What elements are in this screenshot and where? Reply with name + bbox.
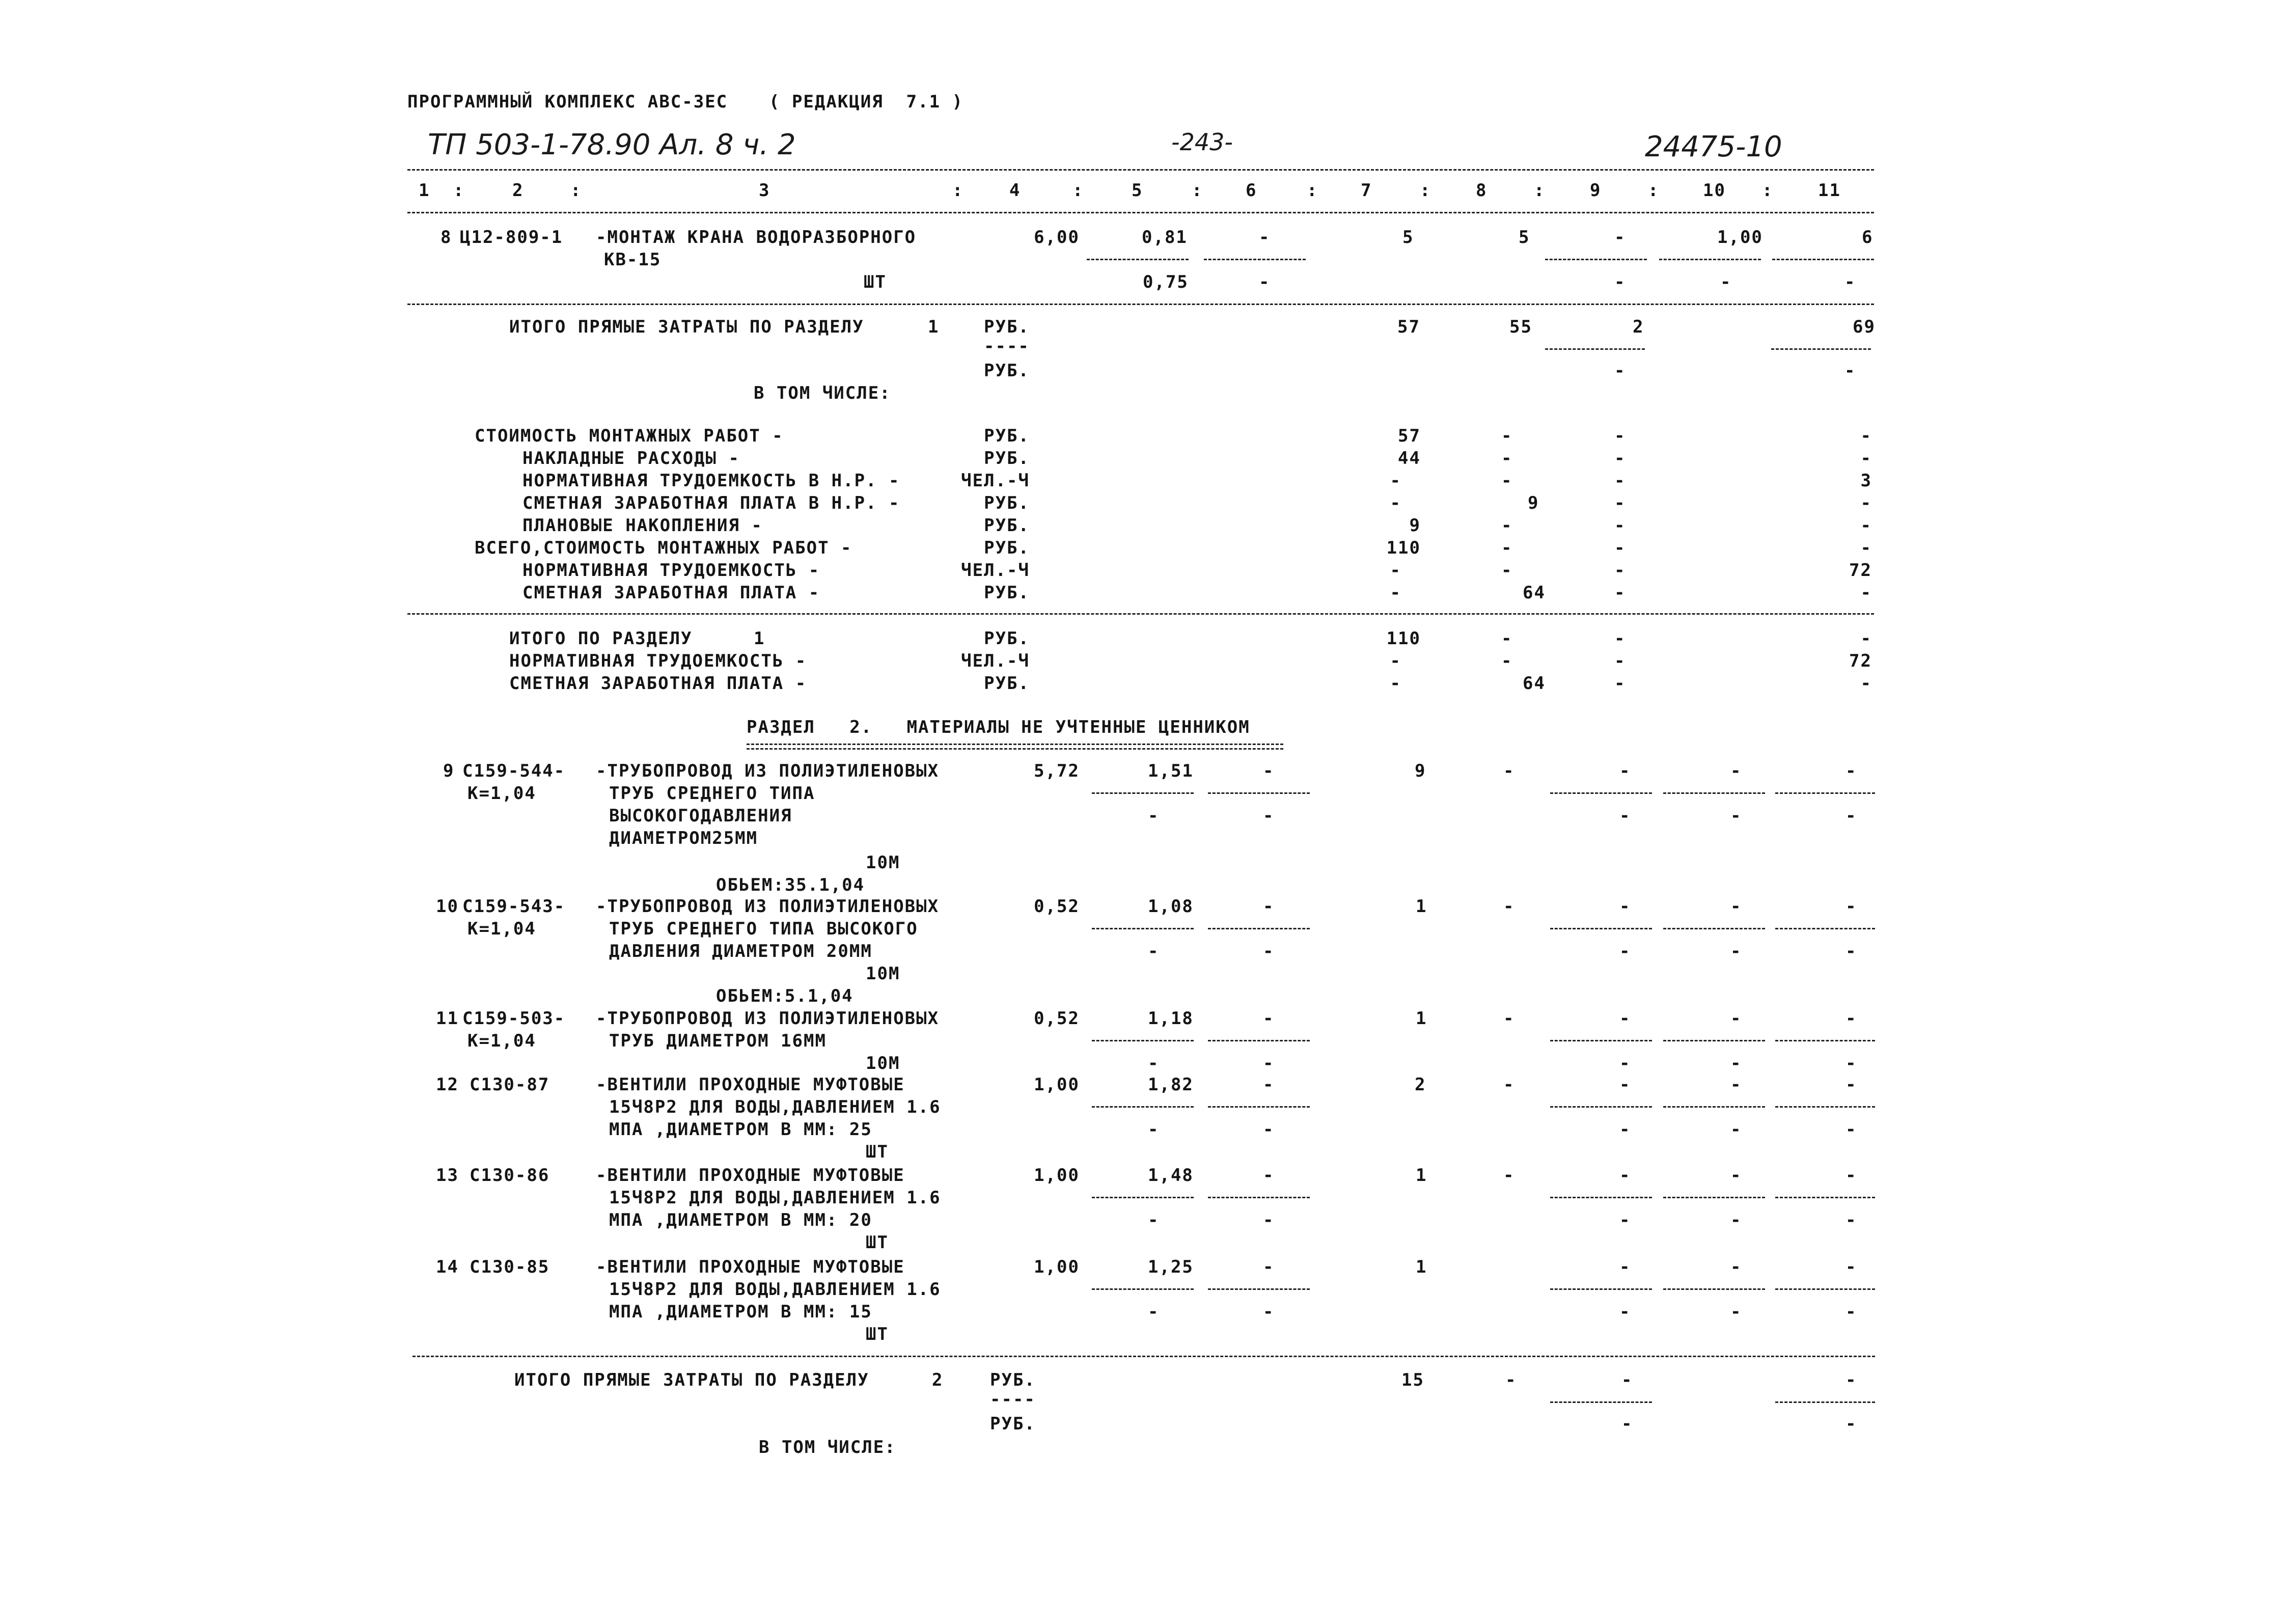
item-name: 15Ч8Р2 ДЛЯ ВОДЫ,ДАВЛЕНИЕМ 1.6 [609,1279,941,1300]
cell-11: 72 [1849,651,1872,671]
cell-7: 2 [1415,1075,1426,1095]
item-name: 15Ч8Р2 ДЛЯ ВОДЫ,ДАВЛЕНИЕМ 1.6 [609,1097,941,1117]
cell-11-alt: - [1844,361,1856,381]
cell-rule [1208,792,1310,794]
including-label: В ТОМ ЧИСЛЕ: [759,1437,896,1457]
cell-4: 1,00 [1034,1257,1080,1277]
cell-9-alt: - [1619,1053,1631,1074]
cell-10-alt: - [1730,1302,1742,1322]
cell-11-alt: - [1846,941,1857,961]
cell-6: - [1263,1257,1275,1277]
cell-8: - [1501,628,1513,649]
cell-9-alt: - [1619,941,1631,961]
item-number: 14 [436,1257,459,1277]
cell-9: - [1614,426,1626,446]
cell-rule [1545,348,1645,350]
item-code: С130-86 [470,1165,550,1186]
cell-8: - [1501,560,1513,581]
item-name: ДАВЛЕНИЯ ДИАМЕТРОМ 20ММ [609,941,872,961]
cell-4: 1,00 [1034,1075,1080,1095]
cell-10-alt: - [1720,272,1732,292]
cell-10: - [1730,1165,1742,1186]
cell-rule [1775,792,1875,794]
cell-7: 1 [1416,1257,1427,1277]
item-unit: ШТ [866,1232,889,1253]
cell-8: - [1501,471,1513,491]
cell-11-alt: - [1846,1414,1857,1434]
cell-11-alt: - [1846,1119,1857,1140]
cell-10-alt: - [1730,1210,1742,1230]
cell-7: 57 [1397,317,1420,337]
cell-9: - [1619,761,1631,781]
row-rule [407,613,1874,615]
cell-11: - [1846,1370,1857,1390]
cell-11-alt: - [1844,272,1856,292]
cell-7: 1 [1416,1165,1427,1186]
row-unit: РУБ. [984,493,1030,513]
cell-9: - [1614,493,1626,513]
cell-8: 5 [1519,227,1530,247]
cell-rule [1663,928,1765,929]
cell-4: 6,00 [1034,227,1080,247]
row-unit: РУБ. [984,448,1030,469]
row-unit: ЧЕЛ.-Ч [961,471,1030,491]
cell-5-alt: - [1148,941,1160,961]
cell-11: - [1860,493,1872,513]
unit-rub: РУБ. [990,1414,1036,1434]
cell-rule [1092,1106,1194,1108]
col-sep: : [1192,180,1203,201]
item-name: ТРУБ СРЕДНЕГО ТИПА ВЫСОКОГО [609,919,918,939]
cell-7: 57 [1398,426,1421,446]
col-3: 3 [759,180,770,201]
item-name: ВЫСОКОГОДАВЛЕНИЯ [609,806,792,826]
cell-rule [1663,1106,1765,1108]
cell-7: - [1390,673,1401,694]
col-7: 7 [1361,180,1372,201]
item-code: С130-85 [470,1257,550,1277]
cell-6: - [1263,1075,1275,1095]
item-code: Ц12-809-1 [460,227,563,247]
cell-4: 1,00 [1034,1165,1080,1186]
col-sep: : [1072,180,1084,201]
col-sep: : [952,180,964,201]
item-name: 15Ч8Р2 ДЛЯ ВОДЫ,ДАВЛЕНИЕМ 1.6 [609,1188,941,1208]
col-4: 4 [1009,180,1021,201]
unit-rub: РУБ. [984,361,1030,381]
cell-10: 1,00 [1717,227,1763,247]
cell-5-alt: - [1148,1210,1160,1230]
cell-6: - [1263,1165,1275,1186]
cell-11: - [1860,583,1872,603]
cell-11: 69 [1853,317,1876,337]
cell-rule [1208,928,1310,929]
cell-rule [1663,1197,1765,1198]
cell-5-alt: - [1148,1302,1160,1322]
cell-7: 1 [1416,896,1427,917]
cell-8: - [1503,896,1515,917]
cell-rule [1775,1197,1875,1198]
item-name: -ВЕНТИЛИ ПРОХОДНЫЕ МУФТОВЫЕ [596,1257,905,1277]
cell-9: - [1614,448,1626,469]
cell-10-alt: - [1730,941,1742,961]
cell-9: - [1614,583,1626,603]
row-unit: РУБ. [984,538,1030,558]
cell-5-alt: - [1148,806,1160,826]
col-6: 6 [1246,180,1257,201]
row-label: ИТОГО ПО РАЗДЕЛУ [509,628,693,649]
row-rule [412,1356,1875,1357]
cell-11: - [1846,1165,1857,1186]
item-number: 10 [436,896,459,917]
item-coefficient: К=1,04 [467,1031,536,1051]
cell-11: 6 [1862,227,1874,247]
cell-6: - [1263,1008,1275,1029]
item-number: 13 [436,1165,459,1186]
cell-rule [1663,1040,1765,1041]
cell-4: 0,52 [1034,896,1080,917]
item-code: С159-544- [462,761,566,781]
item-coefficient: К=1,04 [467,783,536,804]
item-code: С159-503- [462,1008,566,1029]
cell-6-alt: - [1263,806,1275,826]
col-sep: : [570,180,582,201]
cell-9-alt: - [1619,1119,1631,1140]
cell-7: 9 [1409,515,1421,536]
cell-10: - [1730,896,1742,917]
row-label: НОРМАТИВНАЯ ТРУДОЕМКОСТЬ - [509,651,807,671]
cell-6-alt: - [1263,1302,1275,1322]
cell-10: - [1730,1257,1742,1277]
cell-6-alt: - [1263,1053,1275,1074]
cell-5: 1,51 [1148,761,1194,781]
item-name: МПА ,ДИАМЕТРОМ В ММ: 20 [609,1210,872,1230]
cell-7: 5 [1402,227,1414,247]
cell-9: - [1621,1370,1633,1390]
item-code: С130-87 [470,1075,550,1095]
cell-6: - [1263,761,1275,781]
cell-rule [1771,348,1871,350]
header-rule [407,169,1874,171]
cell-7: - [1390,560,1401,581]
col-2: 2 [512,180,524,201]
cell-rule [1775,1106,1875,1108]
total-number: 1 [928,317,940,337]
item-name: МПА ,ДИАМЕТРОМ В ММ: 25 [609,1119,872,1140]
item-name: ДИАМЕТРОМ25ММ [609,828,758,848]
item-number: 12 [436,1075,459,1095]
section-2-underline [747,744,1283,750]
cell-5-alt: 0,75 [1143,272,1189,292]
row-unit: РУБ. [984,583,1030,603]
cell-11: - [1860,673,1872,694]
row-unit: ЧЕЛ.-Ч [961,560,1030,581]
cell-6-alt: - [1259,272,1271,292]
cell-rule [1092,1288,1194,1290]
cell-9: - [1619,1257,1631,1277]
cell-9: - [1614,560,1626,581]
cell-8: 55 [1509,317,1532,337]
cell-rule [1550,928,1652,929]
cell-9: - [1614,651,1626,671]
total-number: 2 [932,1370,944,1390]
item-name: -МОНТАЖ КРАНА ВОДОРАЗБОРНОГО [596,227,917,247]
cell-10-alt: - [1730,1119,1742,1140]
row-unit: РУБ. [984,426,1030,446]
item-name: -ВЕНТИЛИ ПРОХОДНЫЕ МУФТОВЫЕ [596,1075,905,1095]
cell-11: - [1860,515,1872,536]
cell-8: - [1501,448,1513,469]
cell-8: - [1505,1370,1517,1390]
row-unit: РУБ. [984,515,1030,536]
row-unit: РУБ. [984,628,1030,649]
col-1: 1 [419,180,430,201]
cell-11: - [1846,1257,1857,1277]
cell-rule [1663,1288,1765,1290]
cell-rule [1550,1040,1652,1041]
cell-11: - [1846,1008,1857,1029]
item-number: 9 [443,761,455,781]
cell-9: - [1619,1008,1631,1029]
cell-rule [1092,1197,1194,1198]
cell-11: 3 [1860,471,1872,491]
col-5: 5 [1132,180,1143,201]
cell-5: 1,08 [1148,896,1194,917]
cell-rule [1550,792,1652,794]
cell-rule [1775,1040,1875,1041]
col-9: 9 [1590,180,1602,201]
row-label: СМЕТНАЯ ЗАРАБОТНАЯ ПЛАТА - [522,583,820,603]
cell-5: 1,82 [1148,1075,1194,1095]
cell-8: 64 [1523,583,1546,603]
item-volume: ОБЬЕМ:35.1,04 [716,875,865,895]
cell-rule [1663,792,1765,794]
col-sep: : [1307,180,1318,201]
cell-11-alt: - [1846,1210,1857,1230]
cell-11: - [1846,761,1857,781]
section-2-title: РАЗДЕЛ 2. МАТЕРИАЛЫ НЕ УЧТЕННЫЕ ЦЕННИКОМ [747,717,1250,737]
cell-11: - [1860,628,1872,649]
cell-9-alt: - [1619,1302,1631,1322]
cell-11: - [1860,448,1872,469]
cell-6-alt: - [1263,941,1275,961]
section-number: 1 [754,628,765,649]
unit-dashes: ---- [990,1389,1036,1410]
col-8: 8 [1476,180,1488,201]
col-10: 10 [1703,180,1726,201]
cell-9-alt: - [1619,806,1631,826]
cell-10-alt: - [1730,806,1742,826]
cell-11: - [1846,1075,1857,1095]
item-unit: ШТ [864,272,887,292]
row-label: НАКЛАДНЫЕ РАСХОДЫ - [522,448,740,469]
cell-rule [1092,1040,1194,1041]
item-number: 8 [440,227,452,247]
cell-9: 2 [1633,317,1644,337]
cell-9-alt: - [1614,361,1626,381]
cell-9: - [1614,538,1626,558]
cell-8: - [1501,426,1513,446]
row-unit: РУБ. [984,673,1030,694]
col-sep: : [1648,180,1660,201]
cell-9: - [1614,471,1626,491]
cell-rule [1092,928,1194,929]
cell-8: - [1501,515,1513,536]
cell-11: - [1860,426,1872,446]
cell-8: - [1503,1075,1515,1095]
cell-7: - [1390,471,1401,491]
unit-rub: РУБ. [984,317,1030,337]
item-code: С159-543- [462,896,566,917]
item-unit: 10М [866,964,900,984]
row-unit: ЧЕЛ.-Ч [961,651,1030,671]
item-name: КВ-15 [604,250,662,270]
cell-7: - [1390,493,1401,513]
including-label: В ТОМ ЧИСЛЕ: [754,383,891,403]
cell-4: 5,72 [1034,761,1080,781]
item-coefficient: К=1,04 [467,919,536,939]
cell-7: 44 [1398,448,1421,469]
cell-7: 1 [1416,1008,1427,1029]
cell-5: 0,81 [1142,227,1188,247]
cell-11: - [1860,538,1872,558]
item-name: ТРУБ СРЕДНЕГО ТИПА [609,783,815,804]
cell-8: 64 [1523,673,1546,694]
cell-rule [1545,259,1647,260]
cell-6-alt: - [1263,1210,1275,1230]
unit-dashes: ---- [984,336,1030,356]
item-unit: 10М [866,852,900,873]
item-unit: 10М [866,1053,900,1074]
cell-4: 0,52 [1034,1008,1080,1029]
document-code: 24475-10 [1645,130,1782,163]
cell-11: 72 [1849,560,1872,581]
cell-7: - [1390,583,1401,603]
cell-rule [1775,1401,1875,1403]
cell-rule [1550,1197,1652,1198]
item-unit: ШТ [866,1142,889,1162]
cell-8: - [1501,651,1513,671]
cell-9: - [1619,1075,1631,1095]
cell-rule [1208,1288,1310,1290]
cell-rule [1550,1401,1652,1403]
cell-rule [1208,1197,1310,1198]
cell-9: - [1614,673,1626,694]
col-11: 11 [1818,180,1841,201]
edition-label: ( РЕДАКЦИЯ 7.1 ) [769,92,963,112]
cell-rule [1208,1040,1310,1041]
row-label: ВСЕГО,СТОИМОСТЬ МОНТАЖНЫХ РАБОТ - [475,538,852,558]
cell-5-alt: - [1148,1119,1160,1140]
cell-rule [1775,1288,1875,1290]
row-rule [407,304,1874,305]
cell-9-alt: - [1621,1414,1633,1434]
cell-6: - [1263,896,1275,917]
page-number: -243- [1171,128,1233,156]
row-label: СМЕТНАЯ ЗАРАБОТНАЯ ПЛАТА - [509,673,807,694]
cell-rule [1087,259,1189,260]
cell-10: - [1730,761,1742,781]
cell-rule [1772,259,1874,260]
cell-5: 1,25 [1148,1257,1194,1277]
item-name: -ВЕНТИЛИ ПРОХОДНЫЕ МУФТОВЫЕ [596,1165,905,1186]
row-label: СМЕТНАЯ ЗАРАБОТНАЯ ПЛАТА В Н.Р. - [522,493,900,513]
cell-7: 9 [1415,761,1426,781]
col-sep: : [1762,180,1774,201]
cell-5: 1,18 [1148,1008,1194,1029]
cell-rule [1204,259,1306,260]
col-sep: : [453,180,465,201]
row-label: СТОИМОСТЬ МОНТАЖНЫХ РАБОТ - [475,426,784,446]
cell-7: 110 [1386,538,1421,558]
item-name: -ТРУБОПРОВОД ИЗ ПОЛИЭТИЛЕНОВЫХ [596,1008,940,1029]
cell-9-alt: - [1619,1210,1631,1230]
cell-5-alt: - [1148,1053,1160,1074]
row-label: НОРМАТИВНАЯ ТРУДОЕМКОСТЬ В Н.Р. - [522,471,900,491]
item-name: ТРУБ ДИАМЕТРОМ 16ММ [609,1031,827,1051]
total-label: ИТОГО ПРЯМЫЕ ЗАТРАТЫ ПО РАЗДЕЛУ [509,317,864,337]
cell-10: - [1730,1008,1742,1029]
cell-8: - [1503,1008,1515,1029]
cell-11: - [1846,896,1857,917]
cell-5: 1,48 [1148,1165,1194,1186]
cell-10: - [1730,1075,1742,1095]
cell-7: - [1390,651,1401,671]
cell-11-alt: - [1846,806,1857,826]
header-rule [407,212,1874,213]
col-sep: : [1420,180,1431,201]
cell-9-alt: - [1614,272,1626,292]
cell-8: - [1503,1165,1515,1186]
total-label: ИТОГО ПРЯМЫЕ ЗАТРАТЫ ПО РАЗДЕЛУ [514,1370,869,1390]
cell-9: - [1614,515,1626,536]
cell-11-alt: - [1846,1053,1857,1074]
cell-10-alt: - [1730,1053,1742,1074]
unit-rub: РУБ. [990,1370,1036,1390]
cell-7: 15 [1401,1370,1424,1390]
document-reference: ТП 503-1-78.90 Ал. 8 ч. 2 [428,128,796,161]
program-title: ПРОГРАММНЫЙ КОМПЛЕКС АВС-3ЕС [407,92,728,112]
item-number: 11 [436,1008,459,1029]
cell-rule [1775,928,1875,929]
cell-6-alt: - [1263,1119,1275,1140]
cell-rule [1208,1106,1310,1108]
cell-rule [1550,1288,1652,1290]
cell-6: - [1259,227,1271,247]
cell-7: 110 [1386,628,1421,649]
cell-11-alt: - [1846,1302,1857,1322]
cell-rule [1659,259,1761,260]
item-name: -ТРУБОПРОВОД ИЗ ПОЛИЭТИЛЕНОВЫХ [596,896,940,917]
col-sep: : [1534,180,1546,201]
item-name: МПА ,ДИАМЕТРОМ В ММ: 15 [609,1302,872,1322]
cell-8: - [1501,538,1513,558]
cell-rule [1550,1106,1652,1108]
item-volume: ОБЬЕМ:5.1,04 [716,986,853,1006]
cell-9: - [1619,1165,1631,1186]
cell-8: - [1503,761,1515,781]
item-unit: ШТ [866,1324,889,1344]
cell-rule [1092,792,1194,794]
row-label: ПЛАНОВЫЕ НАКОПЛЕНИЯ - [522,515,763,536]
item-name: -ТРУБОПРОВОД ИЗ ПОЛИЭТИЛЕНОВЫХ [596,761,940,781]
cell-9: - [1619,896,1631,917]
cell-9: - [1614,628,1626,649]
cell-9: - [1614,227,1626,247]
row-label: НОРМАТИВНАЯ ТРУДОЕМКОСТЬ - [522,560,820,581]
cell-8: 9 [1528,493,1539,513]
